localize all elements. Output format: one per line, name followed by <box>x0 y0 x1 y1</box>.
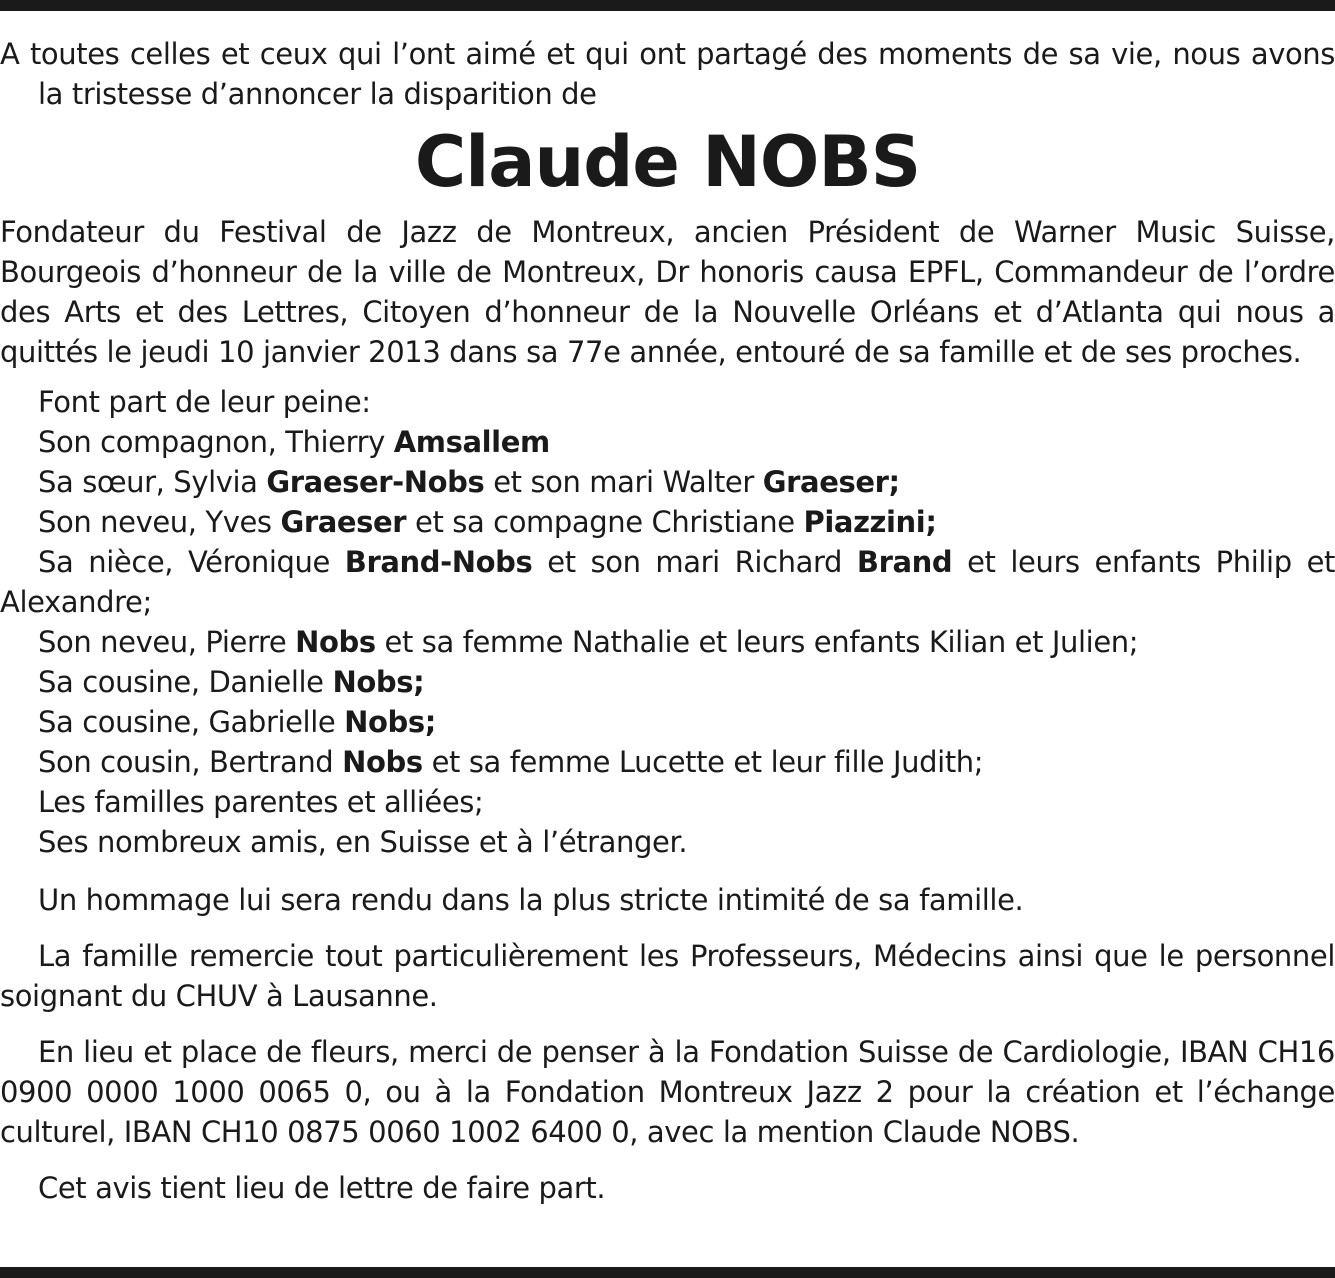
family-line <box>0 662 1335 702</box>
tribute-paragraph: Un hommage lui sera rendu dans la plus stricte intimité de sa famille. <box>38 883 1024 917</box>
deceased-name: Claude NOBS <box>414 121 921 203</box>
family-surname: Nobs <box>295 625 376 659</box>
family-surname: Graeser-Nobs <box>266 465 485 499</box>
family-surname: Brand-Nobs <box>344 545 533 579</box>
family-line: Les familles parentes et alliées; <box>38 785 484 819</box>
relation-text: Sa sœur, Sylvia <box>38 465 267 499</box>
relation-text: Son neveu, Pierre <box>38 625 296 659</box>
thanks-paragraph: La famille remercie tout particulièrement les Professeurs, Médecins ainsi que le personnel soignant du CHUV à Lausanne. <box>0 939 1335 1013</box>
top-border-rule <box>0 0 1335 11</box>
relation-text: et son mari Richard <box>532 545 857 579</box>
family-surname: Amsallem <box>393 425 550 459</box>
titles-paragraph: Fondateur du Festival de Jazz de Montreux, ancien Président de Warner Music Suisse, Bourgeois d’honneur de la ville de Montreux, Dr honoris causa EPFL, Commandeur de l’ordre des Arts et des Lettres, Citoyen d’honneur de la Nouvelle Orléans et d’Atlanta qui nous a quittés le jeudi 10 janvier 2013 dans sa 77e année, entouré de sa famille et de ses proches. <box>0 215 1335 369</box>
relation-text: Son neveu, Yves <box>38 505 281 539</box>
family-line <box>0 502 1335 542</box>
family-line <box>0 702 1335 742</box>
family-surname: Nobs; <box>332 665 425 699</box>
family-line <box>0 422 1335 462</box>
family-surname: Nobs <box>342 745 423 779</box>
family-surname: Graeser <box>280 505 407 539</box>
family-line <box>0 542 1335 622</box>
family-surname: Piazzini; <box>803 505 937 539</box>
intro-text: A toutes celles et ceux qui l’ont aimé et qui ont partagé des moments de sa vie, nous avons la tristesse d’annoncer la disparition de <box>0 37 1335 111</box>
relation-text: Son compagnon, Thierry <box>38 425 394 459</box>
family-surname: Brand <box>856 545 953 579</box>
donations-paragraph: En lieu et place de fleurs, merci de penser à la Fondation Suisse de Cardiologie, IBAN CH16 0900 0000 1000 0065 0, ou à la Fondation Montreux Jazz 2 pour la création et l’échange culturel, IBAN CH10 0875 0060 1002 6400 0, avec la mention Claude NOBS. <box>0 1035 1335 1149</box>
family-line <box>0 742 1335 782</box>
family-line: Ses nombreux amis, en Suisse et à l’étranger. <box>38 825 688 859</box>
family-line <box>0 462 1335 502</box>
family-intro: Font part de leur peine: <box>38 385 371 419</box>
relation-text: Sa cousine, Danielle <box>38 665 333 699</box>
obituary-notice <box>0 34 1335 1208</box>
relation-text: et leurs enfants Philip et Alexandre; <box>0 545 1335 619</box>
relation-text: Son cousin, Bertrand <box>38 745 343 779</box>
relation-text: Sa nièce, Véronique <box>38 545 345 579</box>
relation-text: et sa compagne Christiane <box>406 505 804 539</box>
relation-text: et sa femme Nathalie et leurs enfants Kilian et Julien; <box>375 625 1139 659</box>
closing-paragraph: Cet avis tient lieu de lettre de faire part. <box>38 1171 606 1205</box>
family-surname: Nobs; <box>344 705 436 739</box>
bottom-border-rule <box>0 1267 1335 1278</box>
family-line <box>0 622 1335 662</box>
family-surname: Graeser; <box>762 465 900 499</box>
relation-text: et son mari Walter <box>484 465 763 499</box>
relation-text: Sa cousine, Gabrielle <box>38 705 345 739</box>
relation-text: et sa femme Lucette et leur fille Judith; <box>422 745 984 779</box>
